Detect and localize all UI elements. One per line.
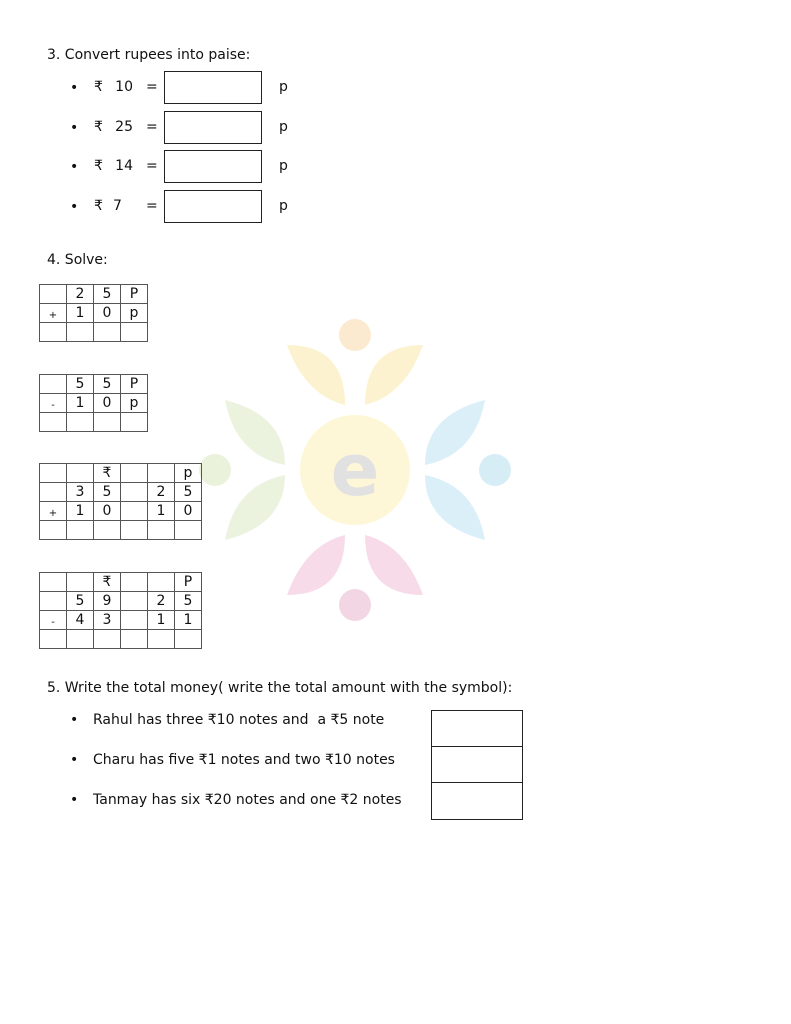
table-row: [40, 413, 148, 432]
table-cell: [121, 592, 148, 611]
answer-cell[interactable]: [121, 323, 148, 342]
table-cell: 0: [94, 394, 121, 413]
table-cell: [40, 483, 67, 502]
answer-box[interactable]: [164, 190, 262, 223]
table-cell: 0: [94, 304, 121, 323]
table-cell: [121, 611, 148, 630]
unit-label: p: [279, 119, 288, 135]
table-cell: [40, 285, 67, 304]
equals-sign: =: [146, 198, 158, 214]
question-5-title: 5. Write the total money( write the total amount with the symbol):: [47, 680, 513, 696]
rupee-symbol: ₹: [94, 119, 103, 135]
table-row: [40, 483, 202, 502]
operator-cell: -: [40, 611, 67, 630]
table-cell: 2: [148, 483, 175, 502]
conversion-row: [0, 79, 791, 111]
rupee-amount: 14: [115, 158, 133, 174]
bullet: •: [70, 199, 79, 215]
answer-cell[interactable]: [40, 630, 67, 649]
table-cell: 5: [94, 483, 121, 502]
rupee-symbol: ₹: [94, 158, 103, 174]
table-cell: 5: [94, 285, 121, 304]
solve-table: [39, 463, 202, 540]
bullet: •: [70, 752, 79, 768]
conversion-row: [0, 158, 791, 190]
table-cell: 1: [148, 611, 175, 630]
table-cell: [40, 592, 67, 611]
operator-cell: +: [40, 304, 67, 323]
question-3-title: 3. Convert rupees into paise:: [47, 47, 251, 63]
question-4-title: 4. Solve:: [47, 252, 108, 268]
answer-cell[interactable]: [67, 323, 94, 342]
equals-sign: =: [146, 79, 158, 95]
table-cell: 3: [67, 483, 94, 502]
table-cell: [67, 573, 94, 592]
answer-box-2[interactable]: [431, 746, 523, 783]
bullet: •: [70, 712, 79, 728]
answer-cell[interactable]: [121, 630, 148, 649]
table-cell: 1: [148, 502, 175, 521]
table-cell: ₹: [94, 464, 121, 483]
rupee-symbol: ₹: [94, 79, 103, 95]
unit-label: p: [279, 198, 288, 214]
conversion-row: [0, 198, 791, 230]
solve-table: [39, 374, 148, 432]
table-cell: 5: [67, 375, 94, 394]
table-row: [40, 573, 202, 592]
answer-cell[interactable]: [40, 521, 67, 540]
bullet: •: [70, 159, 79, 175]
rupee-amount: 25: [115, 119, 133, 135]
table-cell: [40, 464, 67, 483]
table-cell: 5: [175, 483, 202, 502]
bullet: •: [70, 120, 79, 136]
table-cell: ₹: [94, 573, 121, 592]
table-cell: [40, 375, 67, 394]
answer-cell[interactable]: [94, 323, 121, 342]
answer-cell[interactable]: [175, 630, 202, 649]
answer-cell[interactable]: [40, 413, 67, 432]
table-cell: P: [121, 285, 148, 304]
table-cell: [40, 573, 67, 592]
table-cell: 1: [67, 304, 94, 323]
solve-table: [39, 284, 148, 342]
table-cell: 5: [175, 592, 202, 611]
answer-box-1[interactable]: [431, 710, 523, 747]
solve-table: [39, 572, 202, 649]
answer-box[interactable]: [164, 150, 262, 183]
table-cell: P: [121, 375, 148, 394]
table-row: [40, 304, 148, 323]
watermark-logo: [195, 315, 515, 625]
answer-cell[interactable]: [148, 630, 175, 649]
table-row: [40, 464, 202, 483]
table-cell: 1: [67, 394, 94, 413]
answer-cell[interactable]: [94, 521, 121, 540]
answer-cell[interactable]: [148, 521, 175, 540]
table-cell: p: [175, 464, 202, 483]
table-cell: 3: [94, 611, 121, 630]
rupee-symbol: ₹: [94, 198, 103, 214]
table-cell: [121, 464, 148, 483]
table-row: [40, 630, 202, 649]
table-cell: 0: [94, 502, 121, 521]
answer-cell[interactable]: [121, 413, 148, 432]
table-cell: [121, 502, 148, 521]
bullet: •: [70, 80, 79, 96]
answer-cell[interactable]: [40, 323, 67, 342]
table-cell: 5: [67, 592, 94, 611]
table-cell: 4: [67, 611, 94, 630]
table-cell: 5: [94, 375, 121, 394]
table-cell: [121, 483, 148, 502]
operator-cell: +: [40, 502, 67, 521]
table-row: [40, 323, 148, 342]
answer-cell[interactable]: [67, 413, 94, 432]
answer-box[interactable]: [164, 71, 262, 104]
answer-cell[interactable]: [175, 521, 202, 540]
table-cell: 0: [175, 502, 202, 521]
unit-label: p: [279, 79, 288, 95]
table-cell: P: [175, 573, 202, 592]
bullet: •: [70, 792, 79, 808]
table-cell: [148, 573, 175, 592]
table-cell: 1: [175, 611, 202, 630]
answer-box-3[interactable]: [431, 782, 523, 820]
answer-cell[interactable]: [94, 630, 121, 649]
answer-cell[interactable]: [94, 413, 121, 432]
answer-cell[interactable]: [121, 521, 148, 540]
conversion-row: [0, 119, 791, 151]
rupee-amount: 7: [113, 198, 122, 214]
table-cell: 9: [94, 592, 121, 611]
table-cell: [67, 464, 94, 483]
unit-label: p: [279, 158, 288, 174]
table-row: [40, 375, 148, 394]
table-cell: [121, 573, 148, 592]
money-question: Charu has five ₹1 notes and two ₹10 notes: [93, 752, 395, 768]
table-row: [40, 592, 202, 611]
money-question: Tanmay has six ₹20 notes and one ₹2 notes: [93, 792, 402, 808]
table-row: [40, 285, 148, 304]
rupee-amount: 10: [115, 79, 133, 95]
svg-text:e: e: [330, 428, 380, 512]
table-cell: 1: [67, 502, 94, 521]
money-question: Rahul has three ₹10 notes and a ₹5 note: [93, 712, 385, 728]
equals-sign: =: [146, 119, 158, 135]
answer-box[interactable]: [164, 111, 262, 144]
table-cell: p: [121, 394, 148, 413]
table-row: [40, 611, 202, 630]
table-row: [40, 521, 202, 540]
table-cell: [148, 464, 175, 483]
table-cell: 2: [148, 592, 175, 611]
answer-cell[interactable]: [67, 521, 94, 540]
equals-sign: =: [146, 158, 158, 174]
table-cell: p: [121, 304, 148, 323]
answer-cell[interactable]: [67, 630, 94, 649]
table-row: [40, 394, 148, 413]
table-row: [40, 502, 202, 521]
operator-cell: -: [40, 394, 67, 413]
table-cell: 2: [67, 285, 94, 304]
